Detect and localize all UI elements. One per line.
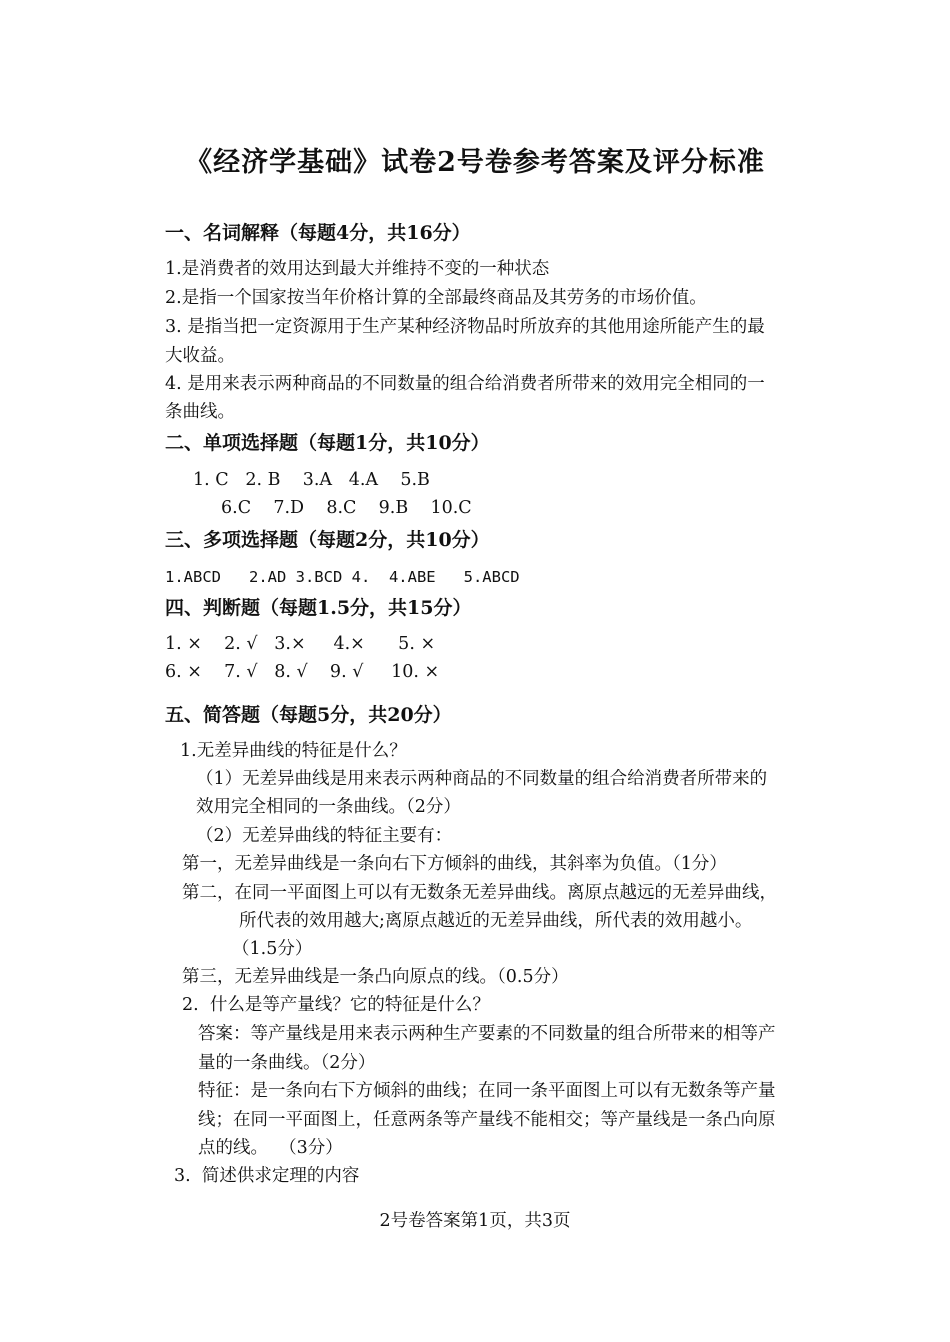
answer-line: 6. × 7. √ 8. √ 9. √ 10. × (165, 662, 440, 682)
answer-line: 量的一条曲线。（2分） (198, 1053, 376, 1073)
answer-line: 大收益。 (165, 346, 235, 366)
answer-line: 1.是消费者的效用达到最大并维持不变的一种状态 (165, 259, 550, 279)
answer-line: 1.ABCD 2.AD 3.BCD 4. 4.ABE 5.ABCD (165, 568, 520, 586)
answer-line: 条曲线。 (165, 402, 235, 422)
answer-line: 答案：等产量线是用来表示两种生产要素的不同数量的组合所带来的相等产 (198, 1024, 776, 1044)
answer-line: （2）无差异曲线的特征主要有： (196, 826, 453, 846)
answer-line: 2. 什么是等产量线？它的特征是什么？ (182, 995, 490, 1015)
section-heading-3: 三、多项选择题（每题2分，共10分） (165, 529, 490, 551)
section-heading-4: 四、判断题（每题1.5分，共15分） (165, 597, 472, 619)
section-heading-5: 五、简答题（每题5分，共20分） (165, 704, 452, 726)
answer-line: 特征：是一条向右下方倾斜的曲线；在同一条平面图上可以有无数条等产量 (198, 1081, 776, 1101)
answer-line: 1. C 2. B 3.A 4.A 5.B (193, 470, 430, 490)
section-heading-2: 二、单项选择题（每题1分，共10分） (165, 432, 490, 454)
page-footer: 2号卷答案第1页，共3页 (379, 1211, 571, 1231)
answer-line: （1）无差异曲线是用来表示两种商品的不同数量的组合给消费者所带来的 (196, 769, 768, 789)
answer-line: 6.C 7.D 8.C 9.B 10.C (221, 498, 472, 518)
answer-line: 点的线。 （3分） (198, 1138, 343, 1158)
answer-line: 第一，无差异曲线是一条向右下方倾斜的曲线，其斜率为负值。（1分） (182, 854, 727, 874)
answer-line: 1.无差异曲线的特征是什么？ (180, 741, 407, 761)
answer-line: 效用完全相同的一条曲线。（2分） (196, 797, 461, 817)
answer-line: 第三，无差异曲线是一条凸向原点的线。（0.5分） (182, 967, 569, 987)
answer-line: 线；在同一平面图上，任意两条等产量线不能相交；等产量线是一条凸向原 (198, 1110, 776, 1130)
answer-line: 4. 是用来表示两种商品的不同数量的组合给消费者所带来的效用完全相同的一 (165, 374, 765, 394)
section-heading-1: 一、名词解释（每题4分，共16分） (165, 222, 471, 244)
answer-line: 第二，在同一平面图上可以有无数条无差异曲线。离原点越远的无差异曲线， (182, 883, 777, 903)
answer-line: 3. 是指当把一定资源用于生产某种经济物品时所放弃的其他用途所能产生的最 (165, 317, 765, 337)
answer-line: 所代表的效用越大;离原点越近的无差异曲线，所代表的效用越小。 (239, 911, 753, 931)
document-title: 《经济学基础》试卷2号卷参考答案及评分标准 (185, 147, 765, 178)
answer-line: 3. 简述供求定理的内容 (174, 1166, 360, 1186)
answer-line: 1. × 2. √ 3.× 4.× 5. × (165, 634, 436, 654)
answer-line: 2.是指一个国家按当年价格计算的全部最终商品及其劳务的市场价值。 (165, 288, 707, 308)
answer-line: （1.5分） (232, 939, 313, 959)
